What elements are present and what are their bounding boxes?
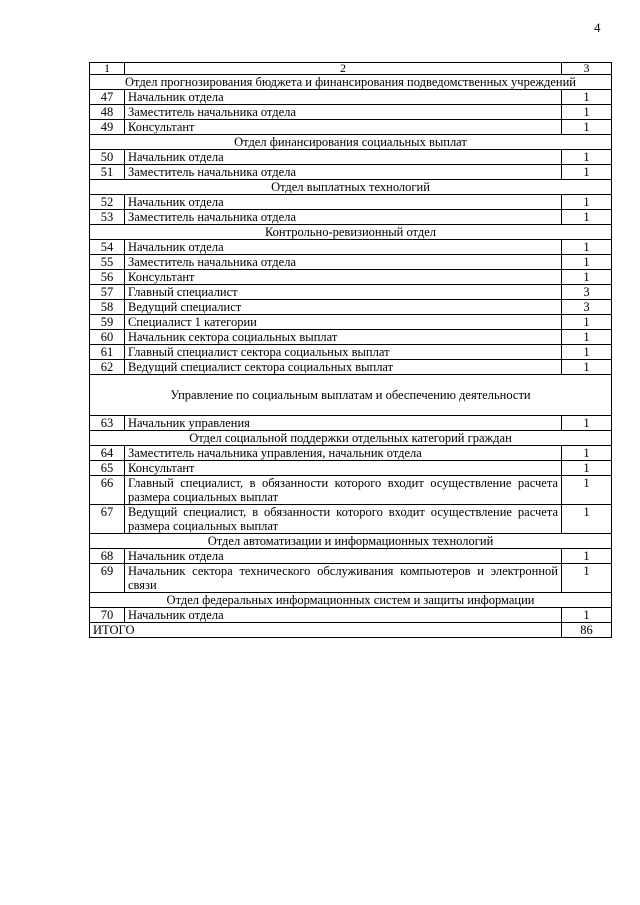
section-heading: Отдел выплатных технологий <box>90 180 612 195</box>
staff-count: 1 <box>562 105 612 120</box>
position-title: Специалист 1 категории <box>125 315 562 330</box>
staff-count: 1 <box>562 476 612 505</box>
staff-count: 1 <box>562 315 612 330</box>
table-row <box>90 210 612 225</box>
position-title: Начальник отдела <box>125 240 562 255</box>
section-heading-row <box>90 593 612 608</box>
row-number: 61 <box>90 345 125 360</box>
row-number: 53 <box>90 210 125 225</box>
staff-table <box>89 62 612 638</box>
position-title: Заместитель начальника управления, начальник отдела <box>125 446 562 461</box>
total-label: ИТОГО <box>90 623 562 638</box>
header-col-1: 1 <box>90 63 125 75</box>
staff-count: 3 <box>562 300 612 315</box>
row-number: 48 <box>90 105 125 120</box>
table-row <box>90 240 612 255</box>
table-row <box>90 416 612 431</box>
total-count: 86 <box>562 623 612 638</box>
table-row <box>90 564 612 593</box>
section-heading-row <box>90 534 612 549</box>
table-row <box>90 461 612 476</box>
position-title: Консультант <box>125 461 562 476</box>
section-heading: Отдел социальной поддержки отдельных категорий граждан <box>90 431 612 446</box>
row-number: 70 <box>90 608 125 623</box>
position-title: Начальник отдела <box>125 195 562 210</box>
column-number-row <box>90 63 612 75</box>
row-number: 55 <box>90 255 125 270</box>
table-row <box>90 90 612 105</box>
position-title: Главный специалист <box>125 285 562 300</box>
table-row <box>90 345 612 360</box>
section-heading-row <box>90 135 612 150</box>
staff-count: 3 <box>562 285 612 300</box>
position-title: Консультант <box>125 120 562 135</box>
position-title: Заместитель начальника отдела <box>125 165 562 180</box>
table-row <box>90 360 612 375</box>
staff-count: 1 <box>562 564 612 593</box>
row-number: 50 <box>90 150 125 165</box>
section-heading: Контрольно-ревизионный отдел <box>90 225 612 240</box>
table-row <box>90 150 612 165</box>
row-number: 65 <box>90 461 125 476</box>
table-row <box>90 105 612 120</box>
row-number: 47 <box>90 90 125 105</box>
position-title: Начальник отдела <box>125 150 562 165</box>
staff-count: 1 <box>562 549 612 564</box>
row-number: 52 <box>90 195 125 210</box>
table-row <box>90 608 612 623</box>
staff-count: 1 <box>562 345 612 360</box>
staff-count: 1 <box>562 505 612 534</box>
row-number: 51 <box>90 165 125 180</box>
position-title: Ведущий специалист, в обязанности которого входит осуществление расчета размера социальных выплат <box>125 505 562 534</box>
row-number: 67 <box>90 505 125 534</box>
total-row <box>90 623 612 638</box>
position-title: Ведущий специалист сектора социальных выплат <box>125 360 562 375</box>
staff-count: 1 <box>562 120 612 135</box>
staff-count: 1 <box>562 150 612 165</box>
staff-count: 1 <box>562 446 612 461</box>
position-title: Главный специалист, в обязанности которого входит осуществление расчета размера социальных выплат <box>125 476 562 505</box>
section-heading: Отдел прогнозирования бюджета и финансирования подведомственных учреждений <box>90 75 612 90</box>
department-heading: Управление по социальным выплатам и обеспечению деятельности <box>90 375 612 416</box>
row-number: 66 <box>90 476 125 505</box>
row-number: 69 <box>90 564 125 593</box>
position-title: Заместитель начальника отдела <box>125 210 562 225</box>
section-heading: Отдел федеральных информационных систем и защиты информации <box>90 593 612 608</box>
table-row <box>90 270 612 285</box>
position-title: Ведущий специалист <box>125 300 562 315</box>
position-title: Главный специалист сектора социальных выплат <box>125 345 562 360</box>
section-heading-row <box>90 75 612 90</box>
position-title: Начальник отдела <box>125 608 562 623</box>
table-row <box>90 476 612 505</box>
staff-count: 1 <box>562 90 612 105</box>
table-row <box>90 446 612 461</box>
table-row <box>90 300 612 315</box>
table-row <box>90 549 612 564</box>
staff-count: 1 <box>562 195 612 210</box>
position-title: Консультант <box>125 270 562 285</box>
table-row <box>90 285 612 300</box>
section-heading: Отдел финансирования социальных выплат <box>90 135 612 150</box>
table-body <box>90 75 612 623</box>
table-row <box>90 505 612 534</box>
page-number: 4 <box>594 20 601 35</box>
position-title: Заместитель начальника отдела <box>125 255 562 270</box>
header-col-3: 3 <box>562 63 612 75</box>
section-heading-row <box>90 431 612 446</box>
position-title: Заместитель начальника отдела <box>125 105 562 120</box>
staff-count: 1 <box>562 330 612 345</box>
row-number: 60 <box>90 330 125 345</box>
row-number: 58 <box>90 300 125 315</box>
header-col-2: 2 <box>125 63 562 75</box>
row-number: 49 <box>90 120 125 135</box>
staff-count: 1 <box>562 360 612 375</box>
section-heading-row <box>90 225 612 240</box>
section-heading-row <box>90 180 612 195</box>
row-number: 64 <box>90 446 125 461</box>
staff-count: 1 <box>562 270 612 285</box>
table-row <box>90 330 612 345</box>
department-heading-row <box>90 375 612 416</box>
position-title: Начальник сектора социальных выплат <box>125 330 562 345</box>
table-row <box>90 120 612 135</box>
table-row <box>90 315 612 330</box>
staff-count: 1 <box>562 210 612 225</box>
staff-count: 1 <box>562 165 612 180</box>
table-row <box>90 165 612 180</box>
row-number: 68 <box>90 549 125 564</box>
position-title: Начальник управления <box>125 416 562 431</box>
table-row <box>90 255 612 270</box>
row-number: 63 <box>90 416 125 431</box>
staff-count: 1 <box>562 240 612 255</box>
table-row <box>90 195 612 210</box>
row-number: 62 <box>90 360 125 375</box>
position-title: Начальник отдела <box>125 90 562 105</box>
staff-count: 1 <box>562 608 612 623</box>
staff-count: 1 <box>562 255 612 270</box>
staff-count: 1 <box>562 461 612 476</box>
row-number: 56 <box>90 270 125 285</box>
section-heading: Отдел автоматизации и информационных технологий <box>90 534 612 549</box>
position-title: Начальник сектора технического обслуживания компьютеров и электронной связи <box>125 564 562 593</box>
row-number: 59 <box>90 315 125 330</box>
position-title: Начальник отдела <box>125 549 562 564</box>
row-number: 54 <box>90 240 125 255</box>
staff-count: 1 <box>562 416 612 431</box>
row-number: 57 <box>90 285 125 300</box>
